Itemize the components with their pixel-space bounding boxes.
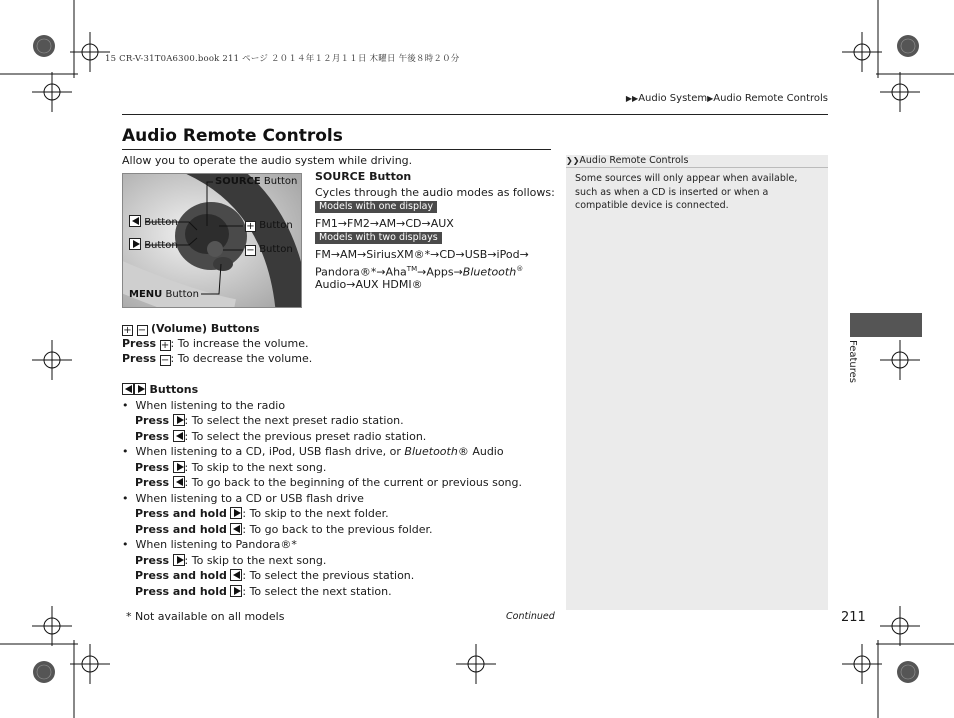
right-button-label: Button	[129, 238, 178, 251]
right-arrow-icon	[230, 507, 242, 519]
minus-icon: −	[160, 355, 170, 366]
tag-one-display: Models with one display	[315, 201, 437, 213]
source-button-label: SOURCE Button	[215, 176, 298, 187]
intro-text: Allow you to operate the audio system while driving.	[122, 154, 413, 167]
sequence-item: FM2	[347, 217, 370, 230]
bullet-cd-usb: • When listening to a CD or USB flash drive	[122, 492, 364, 505]
right-arrow-icon	[230, 585, 242, 597]
source-heading: SOURCE Button	[315, 170, 412, 183]
sequence-item: USB	[464, 248, 488, 261]
page-number: 211	[841, 610, 866, 625]
radio-next: Press : To select the next preset radio station.	[135, 414, 404, 427]
source-desc: Cycles through the audio modes as follows:	[315, 186, 555, 199]
right-arrow-icon	[173, 414, 185, 426]
sidebar-heading[interactable]: ❯❯Audio Remote Controls	[566, 155, 828, 168]
menu-button-label: MENU Button	[129, 289, 199, 300]
sequence-one-display: FM1→FM2→AM→CD→AUX	[315, 217, 454, 230]
continued-label: Continued	[506, 611, 555, 622]
page-title: Audio Remote Controls	[122, 126, 343, 146]
plus-icon: +	[123, 325, 132, 336]
sequence-two-line2: Pandora®*→Aha™→Apps→Bluetooth®	[315, 265, 524, 279]
pandora-next-song: Press : To skip to the next song.	[135, 554, 327, 567]
left-arrow-icon	[230, 569, 242, 581]
left-arrow-icon	[122, 383, 134, 395]
plus-button-label: + Button	[246, 220, 293, 232]
tag-two-displays: Models with two displays	[315, 232, 442, 244]
left-button-label: Button	[129, 215, 178, 228]
minus-icon: −	[246, 245, 255, 256]
sidebar-panel	[566, 155, 828, 610]
sequence-two-line1: FM→AM→SiriusXM®*→CD→USB→iPod→	[315, 248, 529, 261]
section-tab-label: Features	[847, 340, 858, 383]
sequence-item: SiriusXM®*	[366, 248, 431, 261]
sequence-item: CD	[439, 248, 456, 261]
bullet-pandora: • When listening to Pandora®*	[122, 538, 297, 551]
arrows-heading: Buttons	[122, 382, 198, 397]
section-tab[interactable]	[850, 313, 922, 337]
sequence-item: FM	[315, 248, 331, 261]
left-arrow-icon	[173, 430, 185, 442]
plus-icon: +	[160, 340, 170, 351]
breadcrumb-item-audio-system[interactable]: Audio System	[638, 93, 708, 104]
sequence-item: AUX	[430, 217, 454, 230]
sequence-item: CD	[405, 217, 422, 230]
breadcrumb: ▶▶Audio System▶Audio Remote Controls	[625, 93, 828, 104]
volume-minus-line: Press −: To decrease the volume.	[122, 352, 313, 366]
volume-plus-line: Press +: To increase the volume.	[122, 337, 309, 351]
sequence-item: AM	[340, 248, 358, 261]
sidebar-body: Some sources will only appear when available, such as when a CD is inserted or when a compatible device is connected.	[575, 173, 798, 211]
breadcrumb-item-remote-controls: Audio Remote Controls	[713, 93, 828, 104]
left-arrow-icon	[173, 476, 185, 488]
volume-heading: + − (Volume) Buttons	[123, 322, 260, 336]
footnote: * Not available on all models	[126, 610, 285, 623]
sequence-item: iPod	[496, 248, 520, 261]
steering-wheel-image	[122, 173, 302, 308]
radio-prev: Press : To select the previous preset radio station.	[135, 430, 427, 443]
right-arrow-icon	[173, 461, 185, 473]
plus-icon: +	[246, 221, 255, 232]
folder-next: Press and hold : To skip to the next folder.	[135, 507, 389, 520]
left-arrow-icon	[230, 523, 242, 535]
bullet-radio: • When listening to the radio	[122, 399, 286, 412]
cd-next: Press : To skip to the next song.	[135, 461, 327, 474]
title-rule	[122, 149, 551, 150]
pandora-next-station: Press and hold : To select the next station.	[135, 585, 392, 598]
pandora-prev-station: Press and hold : To select the previous station.	[135, 569, 415, 582]
top-rule	[122, 114, 828, 115]
folder-prev: Press and hold : To go back to the previous folder.	[135, 523, 433, 536]
right-arrow-icon	[173, 554, 185, 566]
callout-lines	[123, 174, 301, 307]
sequence-two-line3: Audio→AUX HDMI®	[315, 278, 423, 291]
print-header: 15 CR-V-31T0A6300.book 211 ページ ２０１４年１２月１１日 木曜日 午後８時２０分	[105, 54, 460, 64]
bullet-cd-ipod: • When listening to a CD, iPod, USB flash drive, or Bluetooth® Audio	[122, 445, 504, 458]
right-arrow-icon	[134, 383, 146, 395]
sequence-item: AM	[379, 217, 397, 230]
minus-icon: −	[137, 325, 147, 336]
minus-button-label: − Button	[246, 244, 293, 256]
cd-prev: Press : To go back to the beginning of the current or previous song.	[135, 476, 523, 489]
sequence-item: FM1	[315, 217, 338, 230]
